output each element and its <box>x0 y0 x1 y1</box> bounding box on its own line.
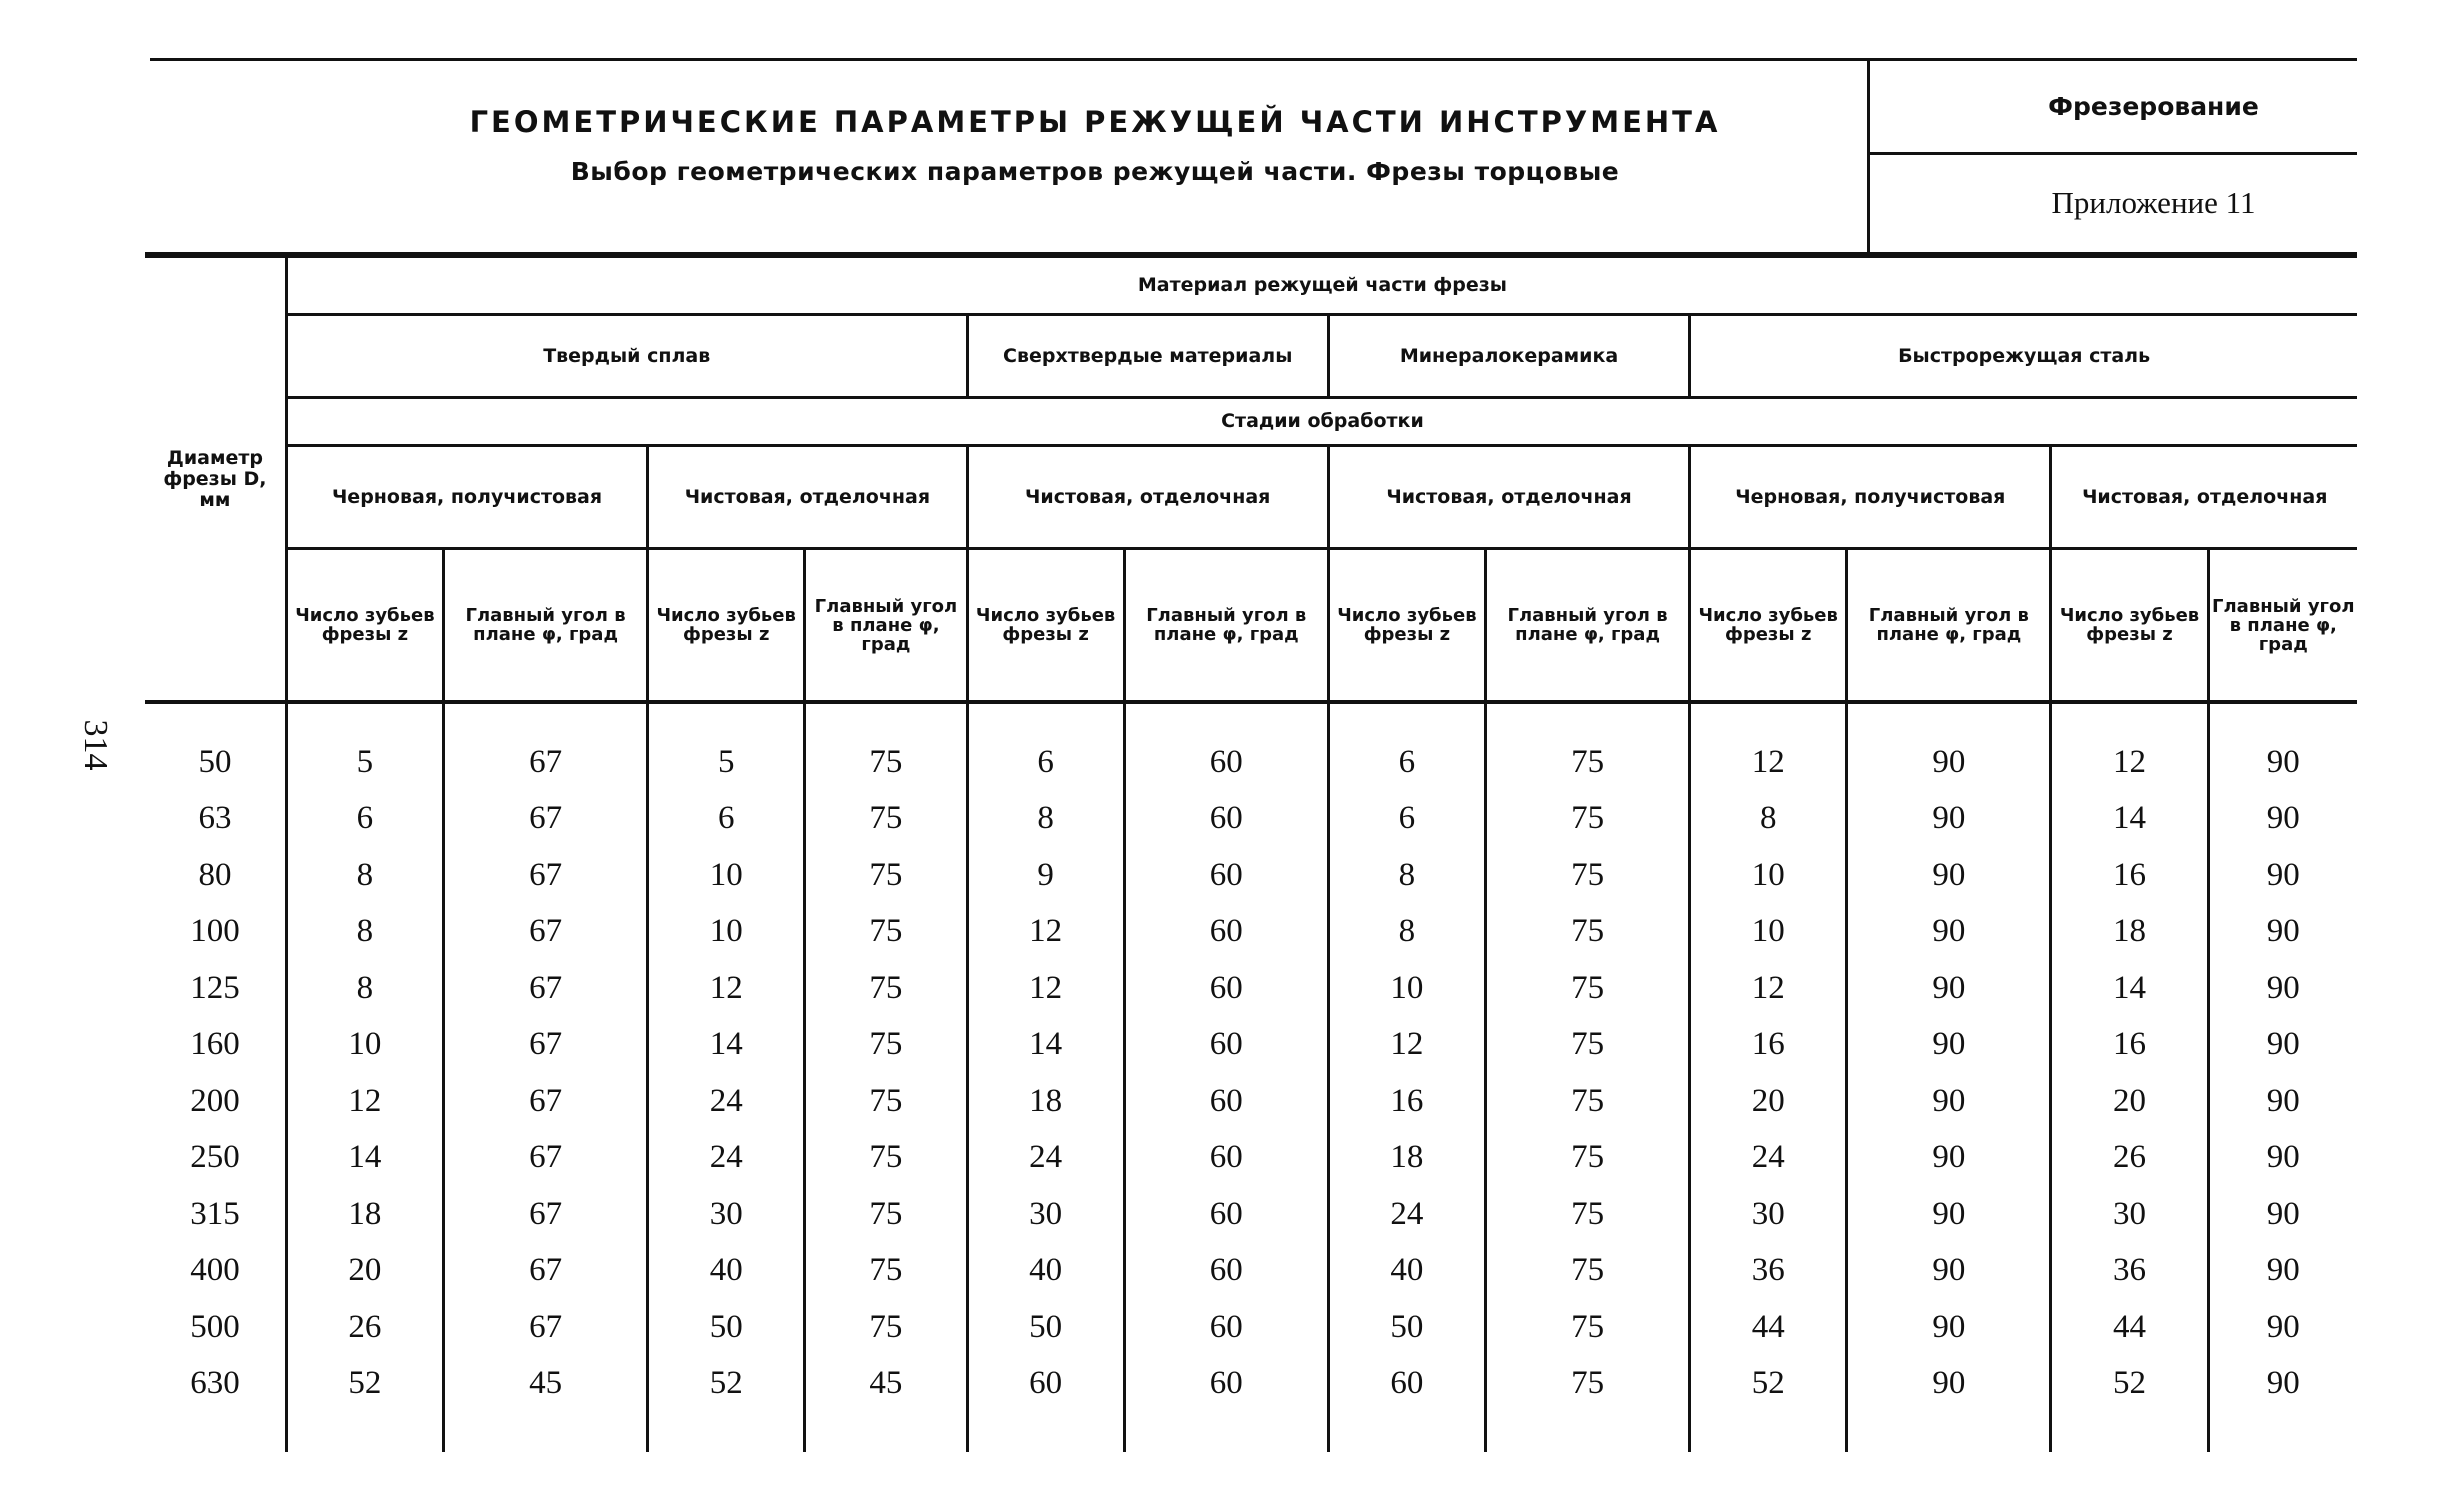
angle-cell: 75 <box>1485 960 1689 1017</box>
diameter-cell: 80 <box>198 856 232 893</box>
angle-cell: 75 <box>1485 1356 1689 1453</box>
angle-cell: 90 <box>1847 791 2051 848</box>
angle-cell: 75 <box>1485 904 1689 961</box>
angle-cell: 75 <box>1485 1243 1689 1300</box>
stage-1: Черновая, получистовая <box>286 446 647 549</box>
angle-cell: 75 <box>805 904 967 961</box>
teeth-cell: 10 <box>1690 904 1847 961</box>
teeth-cell: 12 <box>286 1073 443 1130</box>
angle-cell: 90 <box>1847 960 2051 1017</box>
teeth-cell: 16 <box>1690 1017 1847 1074</box>
material-superhard: Сверхтвердые материалы <box>967 315 1328 398</box>
teeth-cell: 6 <box>967 702 1124 791</box>
angle-cell: 67 <box>443 1186 647 1243</box>
angle-cell: 75 <box>1485 1186 1689 1243</box>
teeth-cell: 12 <box>1690 960 1847 1017</box>
angle-cell: 90 <box>2208 1017 2357 1074</box>
teeth-cell: 24 <box>967 1130 1124 1187</box>
teeth-cell: 40 <box>967 1243 1124 1300</box>
angle-cell: 75 <box>805 1017 967 1074</box>
table-row <box>145 1186 2357 1243</box>
diameter-cell: 50 <box>198 743 232 780</box>
teeth-cell: 10 <box>648 904 805 961</box>
teeth-cell: 14 <box>286 1130 443 1187</box>
teeth-header: Число зубьев фрезы z <box>1690 549 1847 703</box>
teeth-cell: 10 <box>1328 960 1485 1017</box>
teeth-cell: 9 <box>967 847 1124 904</box>
angle-cell: 90 <box>1847 1073 2051 1130</box>
angle-cell: 90 <box>2208 1299 2357 1356</box>
angle-cell: 75 <box>805 960 967 1017</box>
teeth-cell: 16 <box>2051 1017 2208 1074</box>
teeth-cell: 8 <box>1328 847 1485 904</box>
table-row <box>145 1073 2357 1130</box>
angle-cell: 90 <box>2208 1243 2357 1300</box>
angle-cell: 67 <box>443 904 647 961</box>
teeth-cell: 10 <box>286 1017 443 1074</box>
angle-cell: 75 <box>1485 702 1689 791</box>
angle-cell: 90 <box>2208 1130 2357 1187</box>
appendix-label: Приложение 11 <box>2051 185 2256 220</box>
angle-cell: 45 <box>805 1356 967 1453</box>
teeth-cell: 24 <box>1328 1186 1485 1243</box>
diameter-header: Диаметр фрезы D, мм <box>145 257 286 703</box>
angle-cell: 90 <box>1847 1299 2051 1356</box>
angle-cell: 60 <box>1124 1130 1328 1187</box>
teeth-cell: 18 <box>2051 904 2208 961</box>
teeth-cell: 6 <box>648 791 805 848</box>
teeth-cell: 52 <box>286 1356 443 1453</box>
angle-header: Главный угол в плане φ, град <box>805 549 967 703</box>
teeth-cell: 20 <box>1690 1073 1847 1130</box>
table-row <box>145 1356 2357 1453</box>
angle-cell: 90 <box>2208 904 2357 961</box>
diameter-cell: 100 <box>190 913 240 950</box>
teeth-header: Число зубьев фрезы z <box>967 549 1124 703</box>
teeth-cell: 44 <box>2051 1299 2208 1356</box>
teeth-cell: 52 <box>1690 1356 1847 1453</box>
angle-cell: 60 <box>1124 791 1328 848</box>
angle-cell: 75 <box>1485 791 1689 848</box>
angle-cell: 75 <box>805 1130 967 1187</box>
teeth-cell: 8 <box>286 960 443 1017</box>
stage-3: Чистовая, отделочная <box>967 446 1328 549</box>
teeth-cell: 30 <box>967 1186 1124 1243</box>
angle-cell: 60 <box>1124 847 1328 904</box>
angle-cell: 90 <box>1847 702 2051 791</box>
teeth-cell: 16 <box>2051 847 2208 904</box>
teeth-cell: 5 <box>648 702 805 791</box>
parameters-table <box>145 255 2357 1452</box>
angle-cell: 67 <box>443 1243 647 1300</box>
teeth-cell: 40 <box>648 1243 805 1300</box>
angle-cell: 90 <box>1847 904 2051 961</box>
teeth-cell: 8 <box>1328 904 1485 961</box>
teeth-cell: 12 <box>2051 702 2208 791</box>
angle-cell: 90 <box>1847 1017 2051 1074</box>
teeth-cell: 18 <box>967 1073 1124 1130</box>
teeth-cell: 44 <box>1690 1299 1847 1356</box>
teeth-header: Число зубьев фрезы z <box>1328 549 1485 703</box>
angle-cell: 75 <box>1485 1073 1689 1130</box>
teeth-cell: 12 <box>648 960 805 1017</box>
teeth-cell: 60 <box>967 1356 1124 1453</box>
angle-cell: 90 <box>2208 1356 2357 1453</box>
angle-cell: 90 <box>2208 791 2357 848</box>
teeth-cell: 12 <box>967 960 1124 1017</box>
stages-header: Стадии обработки <box>286 398 2357 446</box>
teeth-cell: 24 <box>648 1130 805 1187</box>
table-body <box>145 702 2357 1452</box>
teeth-cell: 5 <box>286 702 443 791</box>
angle-cell: 90 <box>2208 847 2357 904</box>
angle-cell: 67 <box>443 1130 647 1187</box>
teeth-cell: 14 <box>967 1017 1124 1074</box>
angle-cell: 67 <box>443 702 647 791</box>
angle-header: Главный угол в плане φ, град <box>1124 549 1328 703</box>
angle-header: Главный угол в плане φ, град <box>1485 549 1689 703</box>
teeth-cell: 20 <box>2051 1073 2208 1130</box>
angle-cell: 90 <box>1847 847 2051 904</box>
teeth-cell: 36 <box>1690 1243 1847 1300</box>
diameter-cell: 63 <box>198 800 232 837</box>
angle-cell: 75 <box>805 1299 967 1356</box>
angle-cell: 90 <box>1847 1356 2051 1453</box>
angle-cell: 60 <box>1124 702 1328 791</box>
angle-cell: 60 <box>1124 1186 1328 1243</box>
teeth-cell: 8 <box>967 791 1124 848</box>
angle-cell: 90 <box>2208 960 2357 1017</box>
angle-cell: 60 <box>1124 904 1328 961</box>
angle-cell: 75 <box>805 791 967 848</box>
angle-cell: 75 <box>805 1073 967 1130</box>
top-rule <box>150 58 2357 61</box>
teeth-cell: 12 <box>1690 702 1847 791</box>
angle-cell: 60 <box>1124 1243 1328 1300</box>
material-hard-alloy: Твердый сплав <box>286 315 967 398</box>
table-row <box>145 847 2357 904</box>
teeth-cell: 24 <box>1690 1130 1847 1187</box>
teeth-cell: 36 <box>2051 1243 2208 1300</box>
angle-cell: 75 <box>805 1186 967 1243</box>
table-row <box>145 1243 2357 1300</box>
material-hss: Быстрорежущая сталь <box>1690 315 2357 398</box>
angle-cell: 67 <box>443 1017 647 1074</box>
teeth-header: Число зубьев фрезы z <box>2051 549 2208 703</box>
table-row <box>145 904 2357 961</box>
stage-6: Чистовая, отделочная <box>2051 446 2357 549</box>
diameter-cell: 630 <box>190 1365 240 1402</box>
teeth-cell: 6 <box>286 791 443 848</box>
teeth-cell: 18 <box>286 1186 443 1243</box>
teeth-cell: 12 <box>1328 1017 1485 1074</box>
teeth-cell: 8 <box>286 904 443 961</box>
angle-cell: 90 <box>2208 1186 2357 1243</box>
teeth-cell: 14 <box>2051 960 2208 1017</box>
angle-cell: 60 <box>1124 1299 1328 1356</box>
teeth-cell: 14 <box>648 1017 805 1074</box>
page-title: ГЕОМЕТРИЧЕСКИЕ ПАРАМЕТРЫ РЕЖУЩЕЙ ЧАСТИ ИНСТРУМЕНТА <box>469 105 1721 139</box>
angle-header: Главный угол в плане φ, град <box>2208 549 2357 703</box>
teeth-cell: 18 <box>1328 1130 1485 1187</box>
angle-cell: 75 <box>805 702 967 791</box>
angle-header: Главный угол в плане φ, град <box>443 549 647 703</box>
angle-cell: 67 <box>443 847 647 904</box>
material-ceramics: Минералокерамика <box>1328 315 1689 398</box>
angle-cell: 60 <box>1124 960 1328 1017</box>
table-row <box>145 960 2357 1017</box>
angle-cell: 67 <box>443 960 647 1017</box>
angle-cell: 60 <box>1124 1356 1328 1453</box>
angle-cell: 90 <box>1847 1186 2051 1243</box>
diameter-cell: 125 <box>190 969 240 1006</box>
teeth-cell: 30 <box>2051 1186 2208 1243</box>
teeth-cell: 8 <box>286 847 443 904</box>
teeth-cell: 26 <box>2051 1130 2208 1187</box>
table-row <box>145 1299 2357 1356</box>
teeth-cell: 16 <box>1328 1073 1485 1130</box>
angle-cell: 90 <box>2208 702 2357 791</box>
teeth-header: Число зубьев фрезы z <box>286 549 443 703</box>
angle-cell: 75 <box>1485 1299 1689 1356</box>
page-subtitle: Выбор геометрических параметров режущей части. Фрезы торцовые <box>570 157 1620 186</box>
teeth-cell: 52 <box>648 1356 805 1453</box>
angle-cell: 75 <box>805 847 967 904</box>
angle-cell: 45 <box>443 1356 647 1453</box>
teeth-cell: 12 <box>967 904 1124 961</box>
angle-cell: 75 <box>1485 847 1689 904</box>
angle-cell: 67 <box>443 791 647 848</box>
diameter-cell: 250 <box>190 1139 240 1176</box>
teeth-cell: 30 <box>1690 1186 1847 1243</box>
section-name: Фрезерование <box>2048 92 2259 121</box>
teeth-cell: 40 <box>1328 1243 1485 1300</box>
diameter-cell: 400 <box>190 1252 240 1289</box>
table-row <box>145 1017 2357 1074</box>
teeth-cell: 60 <box>1328 1356 1485 1453</box>
teeth-cell: 50 <box>1328 1299 1485 1356</box>
teeth-cell: 26 <box>286 1299 443 1356</box>
teeth-cell: 10 <box>1690 847 1847 904</box>
diameter-cell: 160 <box>190 1026 240 1063</box>
section-divider <box>1870 152 2357 155</box>
teeth-cell: 6 <box>1328 702 1485 791</box>
table-row <box>145 791 2357 848</box>
teeth-cell: 52 <box>2051 1356 2208 1453</box>
angle-cell: 90 <box>2208 1073 2357 1130</box>
diameter-cell: 500 <box>190 1308 240 1345</box>
diameter-cell: 315 <box>190 1195 240 1232</box>
angle-cell: 75 <box>1485 1130 1689 1187</box>
angle-cell: 60 <box>1124 1073 1328 1130</box>
material-header: Материал режущей части фрезы <box>286 257 2357 315</box>
diameter-cell: 200 <box>190 1082 240 1119</box>
angle-header: Главный угол в плане φ, град <box>1847 549 2051 703</box>
angle-cell: 67 <box>443 1073 647 1130</box>
teeth-cell: 6 <box>1328 791 1485 848</box>
table-row <box>145 1130 2357 1187</box>
angle-cell: 90 <box>1847 1130 2051 1187</box>
teeth-cell: 20 <box>286 1243 443 1300</box>
angle-cell: 90 <box>1847 1243 2051 1300</box>
teeth-cell: 8 <box>1690 791 1847 848</box>
teeth-cell: 50 <box>648 1299 805 1356</box>
angle-cell: 75 <box>805 1243 967 1300</box>
stage-2: Чистовая, отделочная <box>648 446 967 549</box>
teeth-cell: 50 <box>967 1299 1124 1356</box>
angle-cell: 75 <box>1485 1017 1689 1074</box>
teeth-cell: 14 <box>2051 791 2208 848</box>
teeth-cell: 30 <box>648 1186 805 1243</box>
angle-cell: 67 <box>443 1299 647 1356</box>
teeth-cell: 10 <box>648 847 805 904</box>
table-row <box>145 702 2357 791</box>
teeth-cell: 24 <box>648 1073 805 1130</box>
stage-4: Чистовая, отделочная <box>1328 446 1689 549</box>
title-block <box>150 105 1870 186</box>
teeth-header: Число зубьев фрезы z <box>648 549 805 703</box>
page-number: 314 <box>77 719 114 771</box>
angle-cell: 60 <box>1124 1017 1328 1074</box>
stage-5: Черновая, получистовая <box>1690 446 2051 549</box>
